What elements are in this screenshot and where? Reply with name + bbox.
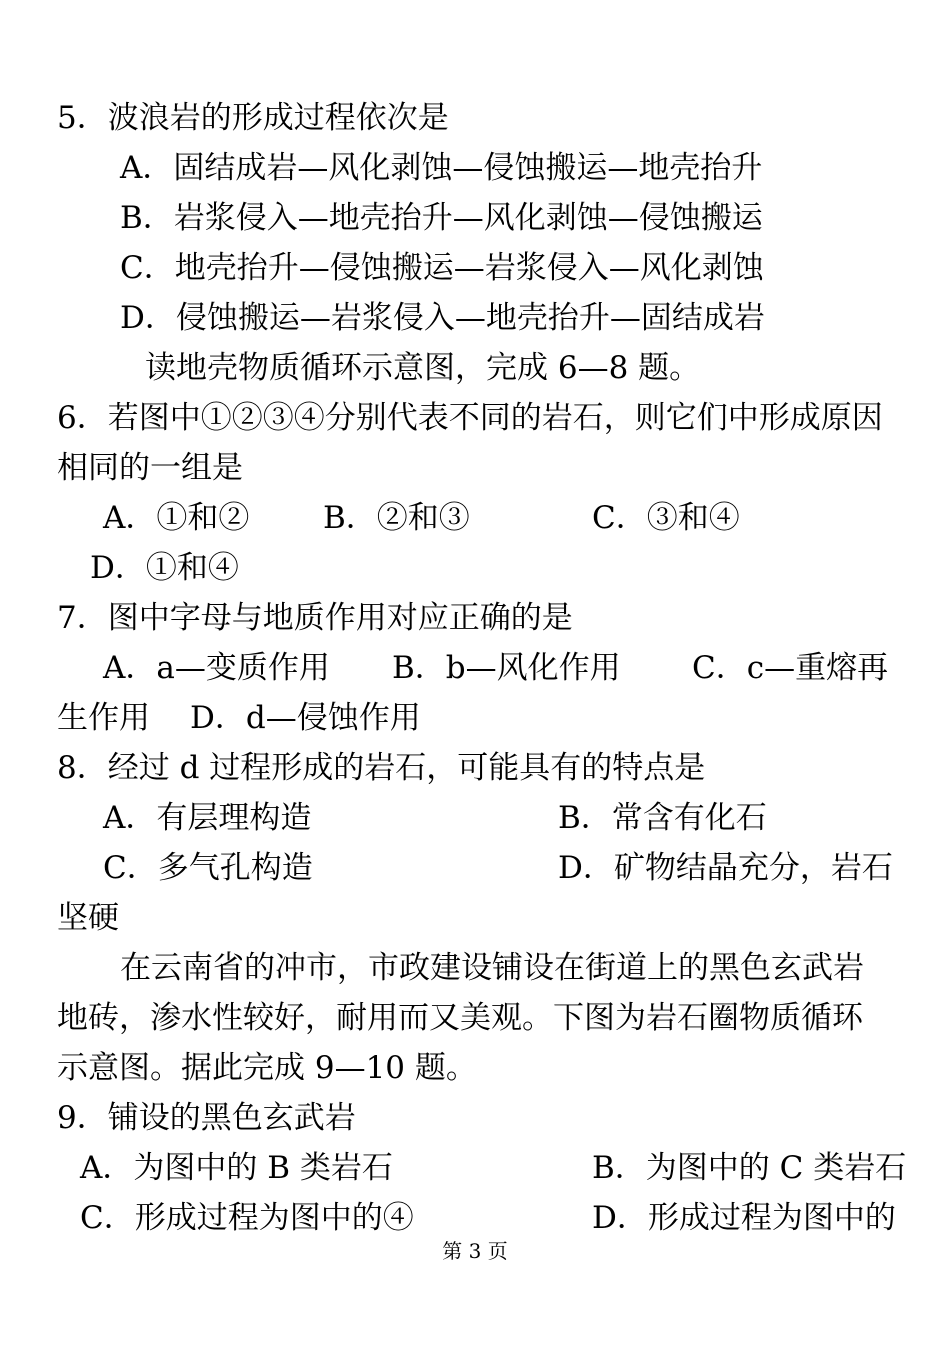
- q6-stem-line2: 相同的一组是: [57, 450, 243, 486]
- q7-option-a: A．a—变质作用: [103, 650, 330, 686]
- q5-option-c: C．地壳抬升—侵蚀搬运—岩浆侵入—风化剥蚀: [120, 250, 764, 286]
- q6-option-a: A．①和②: [103, 500, 250, 536]
- q5-option-d: D．侵蚀搬运—岩浆侵入—地壳抬升—固结成岩: [120, 300, 765, 336]
- q7-option-c-part1: C．c—重熔再: [692, 650, 889, 686]
- intro-9-10-line3: 示意图。据此完成 9—10 题。: [57, 1050, 477, 1086]
- q8-option-b: B．常含有化石: [558, 800, 767, 836]
- q7-option-b: B．b—风化作用: [392, 650, 621, 686]
- q9-option-d: D．形成过程为图中的: [592, 1200, 896, 1236]
- q6-option-d: D．①和④: [90, 550, 239, 586]
- q5-option-a: A．固结成岩—风化剥蚀—侵蚀搬运—地壳抬升: [120, 150, 763, 186]
- q8-option-c: C．多气孔构造: [103, 850, 313, 886]
- q9-option-a: A．为图中的 B 类岩石: [80, 1150, 393, 1186]
- page-number: 第 3 页: [442, 1239, 508, 1263]
- q8-option-d-part2: 坚硬: [57, 900, 119, 936]
- q6-option-c: C．③和④: [592, 500, 740, 536]
- q9-option-b: B．为图中的 C 类岩石: [592, 1150, 907, 1186]
- intro-9-10-line2: 地砖，渗水性较好，耐用而又美观。下图为岩石圈物质循环: [57, 1000, 863, 1036]
- q8-option-a: A．有层理构造: [103, 800, 312, 836]
- q9-option-c: C．形成过程为图中的④: [80, 1200, 414, 1236]
- q7-option-d: D．d—侵蚀作用: [190, 700, 421, 736]
- q7-stem: 7．图中字母与地质作用对应正确的是: [57, 600, 573, 636]
- q5-stem: 5．波浪岩的形成过程依次是: [57, 100, 449, 136]
- q5-option-b: B．岩浆侵入—地壳抬升—风化剥蚀—侵蚀搬运: [120, 200, 763, 236]
- q6-option-b: B．②和③: [323, 500, 470, 536]
- q8-option-d-part1: D．矿物结晶充分，岩石: [558, 850, 893, 886]
- q8-stem: 8．经过 d 过程形成的岩石，可能具有的特点是: [57, 750, 706, 786]
- intro-6-8: 读地壳物质循环示意图，完成 6—8 题。: [145, 350, 701, 386]
- q7-option-c-part2: 生作用: [57, 700, 150, 736]
- q9-stem: 9．铺设的黑色玄武岩: [57, 1100, 356, 1136]
- q6-stem-line1: 6．若图中①②③④分别代表不同的岩石，则它们中形成原因: [57, 400, 883, 436]
- intro-9-10-line1: 在云南省的冲市，市政建设铺设在街道上的黑色玄武岩: [120, 950, 864, 986]
